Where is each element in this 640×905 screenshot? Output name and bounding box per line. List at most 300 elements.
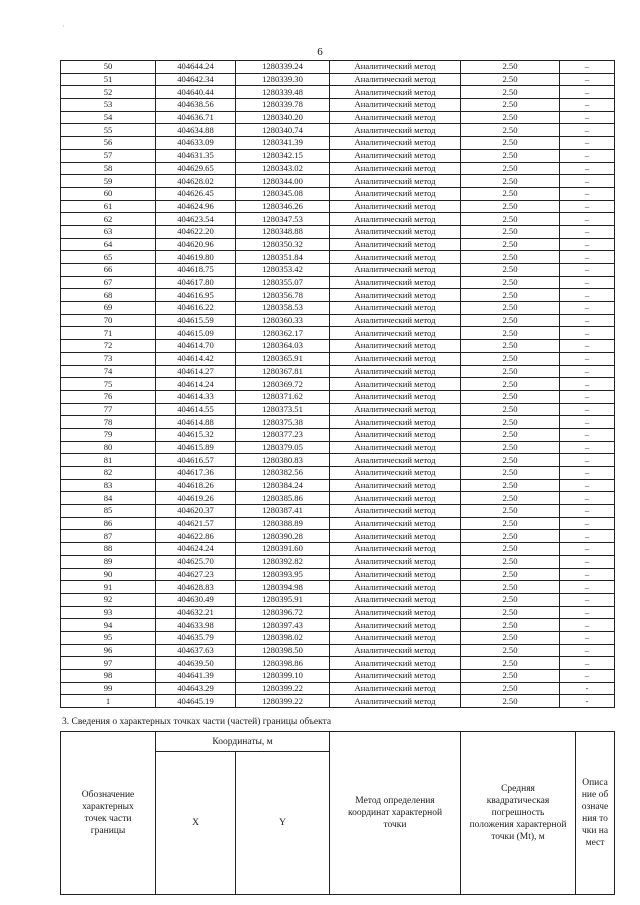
description: –	[560, 365, 615, 378]
method: Аналитический метод	[330, 593, 461, 606]
coord-x: 404632.21	[156, 606, 236, 619]
point-number: 85	[61, 505, 156, 518]
coord-y: 1280351.84	[236, 251, 330, 264]
description: –	[560, 441, 615, 454]
accuracy: 2.50	[461, 682, 560, 695]
header-y: Y	[236, 752, 330, 895]
accuracy: 2.50	[461, 505, 560, 518]
description: –	[560, 187, 615, 200]
table-row	[61, 365, 615, 378]
point-number: 91	[61, 581, 156, 594]
accuracy: 2.50	[461, 568, 560, 581]
coord-y: 1280369.72	[236, 378, 330, 391]
point-number: 94	[61, 619, 156, 632]
method: Аналитический метод	[330, 416, 461, 429]
point-number: 82	[61, 467, 156, 480]
table-row	[61, 251, 615, 264]
coord-y: 1280377.23	[236, 428, 330, 441]
accuracy: 2.50	[461, 454, 560, 467]
table-row	[61, 86, 615, 99]
accuracy: 2.50	[461, 137, 560, 150]
method: Аналитический метод	[330, 695, 461, 708]
method: Аналитический метод	[330, 213, 461, 226]
description: –	[560, 657, 615, 670]
description: –	[560, 289, 615, 302]
accuracy: 2.50	[461, 327, 560, 340]
coord-y: 1280392.82	[236, 555, 330, 568]
coord-y: 1280393.95	[236, 568, 330, 581]
description: –	[560, 99, 615, 112]
table-row	[61, 149, 615, 162]
page-number: 6	[317, 46, 323, 58]
coord-x: 404623.54	[156, 213, 236, 226]
coord-x: 404639.50	[156, 657, 236, 670]
point-number: 90	[61, 568, 156, 581]
description: –	[560, 251, 615, 264]
header-point: Обозначение характерных точек части границы	[61, 732, 156, 895]
description: –	[560, 492, 615, 505]
coord-y: 1280395.91	[236, 593, 330, 606]
table-row	[61, 682, 615, 695]
table-row	[61, 479, 615, 492]
point-number: 98	[61, 670, 156, 683]
description: –	[560, 454, 615, 467]
coord-x: 404630.49	[156, 593, 236, 606]
description: –	[560, 327, 615, 340]
accuracy: 2.50	[461, 187, 560, 200]
coord-y: 1280365.91	[236, 352, 330, 365]
point-number: 76	[61, 390, 156, 403]
method: Аналитический метод	[330, 428, 461, 441]
table-row	[61, 593, 615, 606]
coord-y: 1280388.89	[236, 517, 330, 530]
table-row	[61, 289, 615, 302]
method: Аналитический метод	[330, 327, 461, 340]
coord-x: 404614.33	[156, 390, 236, 403]
description: –	[560, 225, 615, 238]
coord-x: 404631.35	[156, 149, 236, 162]
coord-x: 404643.29	[156, 682, 236, 695]
coord-y: 1280339.30	[236, 73, 330, 86]
description: –	[560, 73, 615, 86]
coord-x: 404615.32	[156, 428, 236, 441]
description: –	[560, 175, 615, 188]
description: –	[560, 390, 615, 403]
coord-x: 404645.19	[156, 695, 236, 708]
method: Аналитический метод	[330, 454, 461, 467]
coord-y: 1280385.86	[236, 492, 330, 505]
coord-y: 1280397.43	[236, 619, 330, 632]
point-number: 64	[61, 238, 156, 251]
accuracy: 2.50	[461, 225, 560, 238]
description: –	[560, 162, 615, 175]
description: –	[560, 606, 615, 619]
description: –	[560, 530, 615, 543]
table-row	[61, 314, 615, 327]
coord-x: 404614.27	[156, 365, 236, 378]
coord-y: 1280339.48	[236, 86, 330, 99]
coord-y: 1280371.62	[236, 390, 330, 403]
coord-x: 404628.02	[156, 175, 236, 188]
table-row	[61, 631, 615, 644]
table-row	[61, 454, 615, 467]
description: –	[560, 568, 615, 581]
coord-x: 404615.09	[156, 327, 236, 340]
table-row	[61, 225, 615, 238]
method: Аналитический метод	[330, 276, 461, 289]
description: –	[560, 467, 615, 480]
point-number: 54	[61, 111, 156, 124]
table-row	[61, 492, 615, 505]
method: Аналитический метод	[330, 378, 461, 391]
header-x: X	[156, 752, 236, 895]
accuracy: 2.50	[461, 213, 560, 226]
coord-x: 404634.88	[156, 124, 236, 137]
accuracy: 2.50	[461, 695, 560, 708]
method: Аналитический метод	[330, 137, 461, 150]
table-row	[61, 644, 615, 657]
description: –	[560, 149, 615, 162]
coord-y: 1280344.00	[236, 175, 330, 188]
coord-x: 404615.59	[156, 314, 236, 327]
coord-y: 1280398.02	[236, 631, 330, 644]
method: Аналитический метод	[330, 365, 461, 378]
point-number: 97	[61, 657, 156, 670]
method: Аналитический метод	[330, 568, 461, 581]
point-number: 78	[61, 416, 156, 429]
description: –	[560, 264, 615, 277]
coord-y: 1280364.03	[236, 340, 330, 353]
accuracy: 2.50	[461, 492, 560, 505]
accuracy: 2.50	[461, 441, 560, 454]
coord-y: 1280347.53	[236, 213, 330, 226]
accuracy: 2.50	[461, 644, 560, 657]
accuracy: 2.50	[461, 86, 560, 99]
table-row	[61, 517, 615, 530]
method: Аналитический метод	[330, 631, 461, 644]
coord-x: 404633.09	[156, 137, 236, 150]
coord-y: 1280341.39	[236, 137, 330, 150]
point-number: 72	[61, 340, 156, 353]
coord-x: 404644.24	[156, 61, 236, 74]
table-row	[61, 428, 615, 441]
description: –	[560, 86, 615, 99]
coord-y: 1280362.17	[236, 327, 330, 340]
coord-x: 404620.96	[156, 238, 236, 251]
description: -	[560, 682, 615, 695]
method: Аналитический метод	[330, 149, 461, 162]
coord-y: 1280399.10	[236, 670, 330, 683]
coord-y: 1280384.24	[236, 479, 330, 492]
coord-y: 1280382.56	[236, 467, 330, 480]
table-row	[61, 302, 615, 315]
coord-x: 404629.65	[156, 162, 236, 175]
description: –	[560, 137, 615, 150]
coord-x: 404614.55	[156, 403, 236, 416]
coord-x: 404640.44	[156, 86, 236, 99]
point-number: 68	[61, 289, 156, 302]
table-row	[61, 187, 615, 200]
point-number: 73	[61, 352, 156, 365]
coord-y: 1280379.05	[236, 441, 330, 454]
coord-x: 404616.57	[156, 454, 236, 467]
coord-y: 1280387.41	[236, 505, 330, 518]
accuracy: 2.50	[461, 619, 560, 632]
header-accuracy: Средняя квадратическая погрешность положения характерной точки (Mt), м	[461, 732, 576, 895]
accuracy: 2.50	[461, 352, 560, 365]
table-row	[61, 670, 615, 683]
method: Аналитический метод	[330, 555, 461, 568]
point-number: 74	[61, 365, 156, 378]
point-number: 62	[61, 213, 156, 226]
point-number: 52	[61, 86, 156, 99]
coord-y: 1280399.22	[236, 695, 330, 708]
scan-mark: ·	[62, 22, 65, 31]
point-number: 70	[61, 314, 156, 327]
coord-y: 1280356.78	[236, 289, 330, 302]
accuracy: 2.50	[461, 530, 560, 543]
coord-x: 404620.37	[156, 505, 236, 518]
coord-x: 404617.80	[156, 276, 236, 289]
coord-y: 1280345.08	[236, 187, 330, 200]
accuracy: 2.50	[461, 467, 560, 480]
accuracy: 2.50	[461, 61, 560, 74]
description: –	[560, 352, 615, 365]
description: –	[560, 631, 615, 644]
accuracy: 2.50	[461, 403, 560, 416]
method: Аналитический метод	[330, 682, 461, 695]
point-number: 92	[61, 593, 156, 606]
method: Аналитический метод	[330, 340, 461, 353]
point-number: 80	[61, 441, 156, 454]
point-number: 93	[61, 606, 156, 619]
point-number: 71	[61, 327, 156, 340]
table-row	[61, 200, 615, 213]
accuracy: 2.50	[461, 175, 560, 188]
coord-x: 404636.71	[156, 111, 236, 124]
boundary-parts-header-table	[60, 731, 615, 895]
point-number: 69	[61, 302, 156, 315]
table-row	[61, 264, 615, 277]
point-number: 57	[61, 149, 156, 162]
table-row	[61, 657, 615, 670]
method: Аналитический метод	[330, 657, 461, 670]
accuracy: 2.50	[461, 543, 560, 556]
coord-y: 1280355.07	[236, 276, 330, 289]
header-method: Метод определения координат характерной точки	[330, 732, 461, 895]
accuracy: 2.50	[461, 124, 560, 137]
coord-y: 1280340.20	[236, 111, 330, 124]
description: –	[560, 213, 615, 226]
accuracy: 2.50	[461, 149, 560, 162]
point-number: 81	[61, 454, 156, 467]
coord-x: 404618.75	[156, 264, 236, 277]
point-number: 50	[61, 61, 156, 74]
coord-y: 1280367.81	[236, 365, 330, 378]
method: Аналитический метод	[330, 314, 461, 327]
header-description: Описание обозначения точки на мест	[576, 732, 615, 895]
description: –	[560, 276, 615, 289]
coord-y: 1280339.24	[236, 61, 330, 74]
description: –	[560, 543, 615, 556]
coord-x: 404621.57	[156, 517, 236, 530]
method: Аналитический метод	[330, 606, 461, 619]
point-number: 60	[61, 187, 156, 200]
coord-x: 404619.26	[156, 492, 236, 505]
coord-y: 1280398.86	[236, 657, 330, 670]
accuracy: 2.50	[461, 302, 560, 315]
coord-x: 404628.83	[156, 581, 236, 594]
coord-y: 1280342.15	[236, 149, 330, 162]
description: –	[560, 428, 615, 441]
coord-x: 404624.96	[156, 200, 236, 213]
method: Аналитический метод	[330, 441, 461, 454]
coord-x: 404615.89	[156, 441, 236, 454]
accuracy: 2.50	[461, 428, 560, 441]
coord-y: 1280350.32	[236, 238, 330, 251]
table-row	[61, 619, 615, 632]
accuracy: 2.50	[461, 340, 560, 353]
table-row	[61, 73, 615, 86]
point-number: 95	[61, 631, 156, 644]
table-row	[61, 378, 615, 391]
accuracy: 2.50	[461, 365, 560, 378]
coord-y: 1280396.72	[236, 606, 330, 619]
method: Аналитический метод	[330, 111, 461, 124]
coord-y: 1280360.33	[236, 314, 330, 327]
description: –	[560, 517, 615, 530]
coord-x: 404622.86	[156, 530, 236, 543]
accuracy: 2.50	[461, 111, 560, 124]
coord-y: 1280391.60	[236, 543, 330, 556]
accuracy: 2.50	[461, 99, 560, 112]
accuracy: 2.50	[461, 378, 560, 391]
table-row	[61, 403, 615, 416]
table-row	[61, 568, 615, 581]
method: Аналитический метод	[330, 530, 461, 543]
point-number: 56	[61, 137, 156, 150]
point-number: 66	[61, 264, 156, 277]
accuracy: 2.50	[461, 670, 560, 683]
table-row	[61, 352, 615, 365]
table-row	[61, 137, 615, 150]
description: –	[560, 479, 615, 492]
method: Аналитический метод	[330, 492, 461, 505]
accuracy: 2.50	[461, 264, 560, 277]
coordinates-table	[60, 60, 615, 708]
accuracy: 2.50	[461, 593, 560, 606]
method: Аналитический метод	[330, 187, 461, 200]
method: Аналитический метод	[330, 289, 461, 302]
method: Аналитический метод	[330, 302, 461, 315]
description: –	[560, 61, 615, 74]
accuracy: 2.50	[461, 606, 560, 619]
description: –	[560, 644, 615, 657]
description: –	[560, 670, 615, 683]
table-row	[61, 327, 615, 340]
method: Аналитический метод	[330, 670, 461, 683]
method: Аналитический метод	[330, 99, 461, 112]
description: –	[560, 403, 615, 416]
coord-x: 404618.26	[156, 479, 236, 492]
description: –	[560, 619, 615, 632]
point-number: 87	[61, 530, 156, 543]
description: –	[560, 340, 615, 353]
coord-x: 404627.23	[156, 568, 236, 581]
coord-x: 404625.70	[156, 555, 236, 568]
description: –	[560, 593, 615, 606]
point-number: 83	[61, 479, 156, 492]
table-row	[61, 530, 615, 543]
coord-y: 1280394.98	[236, 581, 330, 594]
table-row	[61, 416, 615, 429]
table-row	[61, 276, 615, 289]
method: Аналитический метод	[330, 467, 461, 480]
accuracy: 2.50	[461, 251, 560, 264]
method: Аналитический метод	[330, 505, 461, 518]
method: Аналитический метод	[330, 86, 461, 99]
table-row	[61, 61, 615, 74]
point-number: 99	[61, 682, 156, 695]
table-row	[61, 99, 615, 112]
table-row	[61, 340, 615, 353]
coord-y: 1280348.88	[236, 225, 330, 238]
point-number: 61	[61, 200, 156, 213]
coord-y: 1280339.78	[236, 99, 330, 112]
point-number: 1	[61, 695, 156, 708]
description: –	[560, 314, 615, 327]
description: –	[560, 238, 615, 251]
point-number: 89	[61, 555, 156, 568]
accuracy: 2.50	[461, 581, 560, 594]
coord-y: 1280353.42	[236, 264, 330, 277]
method: Аналитический метод	[330, 200, 461, 213]
coord-y: 1280380.83	[236, 454, 330, 467]
method: Аналитический метод	[330, 543, 461, 556]
description: –	[560, 111, 615, 124]
coord-x: 404619.80	[156, 251, 236, 264]
coord-y: 1280340.74	[236, 124, 330, 137]
table-row	[61, 606, 615, 619]
point-number: 67	[61, 276, 156, 289]
accuracy: 2.50	[461, 657, 560, 670]
table-row	[61, 124, 615, 137]
table-row	[61, 543, 615, 556]
header-coords: Координаты, м	[156, 732, 330, 752]
coord-y: 1280399.22	[236, 682, 330, 695]
section-title: 3. Сведения о характерных точках части (частей) границы объекта	[62, 717, 332, 727]
table-row	[61, 213, 615, 226]
accuracy: 2.50	[461, 289, 560, 302]
coord-x: 404614.24	[156, 378, 236, 391]
table-row	[61, 111, 615, 124]
table-row	[61, 467, 615, 480]
coord-y: 1280390.28	[236, 530, 330, 543]
coord-x: 404638.56	[156, 99, 236, 112]
method: Аналитический метод	[330, 251, 461, 264]
point-number: 63	[61, 225, 156, 238]
coord-x: 404614.70	[156, 340, 236, 353]
coord-y: 1280398.50	[236, 644, 330, 657]
point-number: 65	[61, 251, 156, 264]
table-row	[61, 162, 615, 175]
coord-y: 1280375.38	[236, 416, 330, 429]
coord-y: 1280343.02	[236, 162, 330, 175]
table-row	[61, 505, 615, 518]
description: –	[560, 416, 615, 429]
point-number: 88	[61, 543, 156, 556]
accuracy: 2.50	[461, 200, 560, 213]
